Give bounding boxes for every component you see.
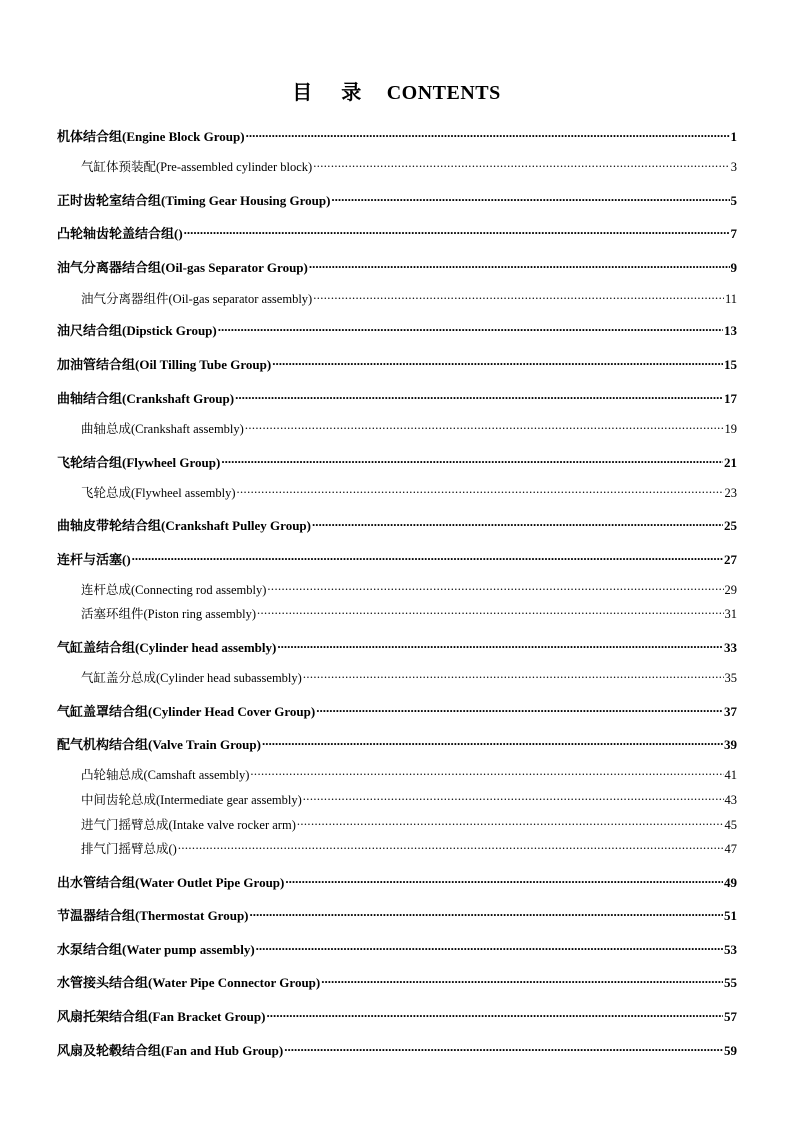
toc-entry[interactable]: [57, 1039, 737, 1058]
toc-page-number: 41: [724, 768, 737, 782]
dot-leader: [178, 837, 724, 853]
toc-page-number: 59: [724, 1043, 737, 1058]
toc-entry[interactable]: [57, 353, 737, 372]
toc-page-number: 33: [724, 640, 737, 655]
toc-page-number: 15: [724, 357, 737, 372]
dot-leader: [221, 451, 723, 467]
toc-entry-label: 飞轮总成(Flywheel assembly): [81, 486, 236, 500]
toc-subentry[interactable]: [57, 813, 737, 832]
toc-page-number: 37: [724, 704, 737, 719]
toc-subentry[interactable]: [57, 666, 737, 685]
toc-entry[interactable]: [57, 514, 737, 533]
toc-entry[interactable]: [57, 548, 737, 567]
toc-subentry[interactable]: [57, 788, 737, 807]
dot-leader: [237, 481, 724, 497]
dot-leader: [313, 155, 730, 171]
dot-leader: [132, 548, 723, 564]
dot-leader: [303, 666, 724, 682]
toc-subentry[interactable]: [57, 578, 737, 597]
dot-leader: [256, 938, 723, 954]
dot-leader: [245, 417, 724, 433]
toc-entry[interactable]: [57, 938, 737, 957]
toc-page-number: 23: [724, 486, 737, 500]
toc-page-number: 39: [724, 737, 737, 752]
dot-leader: [303, 788, 724, 804]
toc-entry-label: 节温器结合组(Thermostat Group): [57, 908, 249, 923]
toc-entry-label: 活塞环组件(Piston ring assembly): [81, 607, 256, 621]
toc-entry[interactable]: [57, 222, 737, 241]
toc-entry-label: 连杆与活塞(): [57, 552, 131, 567]
toc-subentry[interactable]: [57, 837, 737, 856]
toc-page-number: 3: [730, 160, 737, 174]
dot-leader: [272, 353, 723, 369]
toc-entry[interactable]: [57, 1005, 737, 1024]
toc-page-number: 31: [724, 607, 737, 621]
toc-page-number: 11: [724, 292, 737, 306]
toc-page-number: 43: [724, 793, 737, 807]
toc-subentry[interactable]: [57, 155, 737, 174]
dot-leader: [218, 319, 723, 335]
toc-entry-label: 凸轮轴齿轮盖结合组(): [57, 226, 183, 241]
dot-leader: [235, 387, 723, 403]
toc-page-number: 17: [724, 391, 737, 406]
toc-entry-label: 曲轴结合组(Crankshaft Group): [57, 391, 235, 406]
toc-entry[interactable]: [57, 189, 737, 208]
toc-subentry[interactable]: [57, 763, 737, 782]
toc-entry[interactable]: [57, 319, 737, 338]
toc-page-number: 21: [724, 455, 737, 470]
toc-entry-label: 油气分离器组件(Oil-gas separator assembly): [81, 292, 313, 306]
toc-entry-label: 进气门摇臂总成(Intake valve rocker arm): [81, 818, 296, 832]
toc-page-number: 45: [724, 818, 737, 832]
toc-entry-label: 出水管结合组(Water Outlet Pipe Group): [57, 875, 285, 890]
toc-entry-label: 气缸盖罩结合组(Cylinder Head Cover Group): [57, 704, 316, 719]
toc-subentry[interactable]: [57, 602, 737, 621]
toc-entry-label: 配气机构结合组(Valve Train Group): [57, 737, 261, 752]
toc-entry[interactable]: [57, 256, 737, 275]
toc-page-number: 19: [724, 422, 737, 436]
toc-entry[interactable]: [57, 387, 737, 406]
toc-entry-label: 机体结合组(Engine Block Group): [57, 129, 245, 144]
toc-page-number: 55: [724, 975, 737, 990]
toc-entry-label: 曲轴总成(Crankshaft assembly): [81, 422, 244, 436]
toc-entry-label: 加油管结合组(Oil Tilling Tube Group): [57, 357, 272, 372]
dot-leader: [284, 1039, 723, 1055]
toc-entry-label: 正时齿轮室结合组(Timing Gear Housing Group): [57, 193, 331, 208]
toc-subentry[interactable]: [57, 287, 737, 306]
toc-entry[interactable]: [57, 700, 737, 719]
toc-entry-label: 风扇及轮毂结合组(Fan and Hub Group): [57, 1043, 284, 1058]
dot-leader: [331, 189, 729, 205]
toc-entry-label: 曲轴皮带轮结合组(Crankshaft Pulley Group): [57, 518, 311, 533]
dot-leader: [184, 222, 730, 238]
dot-leader: [250, 763, 723, 779]
dot-leader: [316, 700, 723, 716]
toc-page-number: 57: [724, 1009, 737, 1024]
toc-page-number: 29: [724, 583, 737, 597]
toc-entry-label: 水泵结合组(Water pump assembly): [57, 942, 255, 957]
toc-entry[interactable]: [57, 451, 737, 470]
toc-page-number: 5: [730, 193, 737, 208]
toc-entry-label: 气缸体预装配(Pre-assembled cylinder block): [81, 160, 313, 174]
toc-page-number: 13: [724, 323, 737, 338]
dot-leader: [309, 256, 730, 272]
toc-entry-label: 排气门摇臂总成(): [81, 842, 177, 856]
toc-entry[interactable]: [57, 636, 737, 655]
dot-leader: [250, 904, 723, 920]
toc-entry[interactable]: [57, 125, 737, 144]
toc-page-number: 51: [724, 908, 737, 923]
dot-leader: [267, 578, 723, 594]
toc-entry[interactable]: [57, 733, 737, 752]
toc-entry-label: 油气分离器结合组(Oil-gas Separator Group): [57, 260, 308, 275]
toc-entry-label: 气缸盖结合组(Cylinder head assembly): [57, 640, 277, 655]
toc-entry-label: 气缸盖分总成(Cylinder head subassembly): [81, 671, 302, 685]
toc-entry[interactable]: [57, 971, 737, 990]
toc-entry[interactable]: [57, 871, 737, 890]
toc-page-number: 7: [730, 226, 737, 241]
toc-subentry[interactable]: [57, 417, 737, 436]
toc-entry-label: 凸轮轴总成(Camshaft assembly): [81, 768, 250, 782]
dot-leader: [297, 813, 724, 829]
toc-page-number: 35: [724, 671, 737, 685]
dot-leader: [257, 602, 724, 618]
title-english: CONTENTS: [386, 82, 501, 104]
toc-entry-label: 风扇托架结合组(Fan Bracket Group): [57, 1009, 266, 1024]
toc-page-number: 25: [724, 518, 737, 533]
dot-leader: [313, 287, 724, 303]
dot-leader: [285, 871, 723, 887]
toc-entry-label: 中间齿轮总成(Intermediate gear assembly): [81, 793, 302, 807]
toc-entry-label: 飞轮结合组(Flywheel Group): [57, 455, 221, 470]
toc-entry-label: 油尺结合组(Dipstick Group): [57, 323, 217, 338]
dot-leader: [277, 636, 723, 652]
dot-leader: [262, 733, 723, 749]
toc-page-number: 49: [724, 875, 737, 890]
toc-entry-label: 连杆总成(Connecting rod assembly): [81, 583, 267, 597]
toc-subentry[interactable]: [57, 481, 737, 500]
toc-entry[interactable]: [57, 904, 737, 923]
toc-page-number: 1: [730, 129, 737, 144]
toc-page-number: 27: [724, 552, 737, 567]
toc-entry-label: 水管接头结合组(Water Pipe Connector Group): [57, 975, 321, 990]
dot-leader: [312, 514, 723, 530]
dot-leader: [266, 1005, 723, 1021]
dot-leader: [321, 971, 723, 987]
toc-page-number: 9: [730, 260, 737, 275]
page-title: [0, 76, 793, 105]
dot-leader: [246, 125, 730, 141]
title-chinese: 目 录: [292, 82, 374, 104]
toc-page-number: 53: [724, 942, 737, 957]
toc-page-number: 47: [724, 842, 737, 856]
